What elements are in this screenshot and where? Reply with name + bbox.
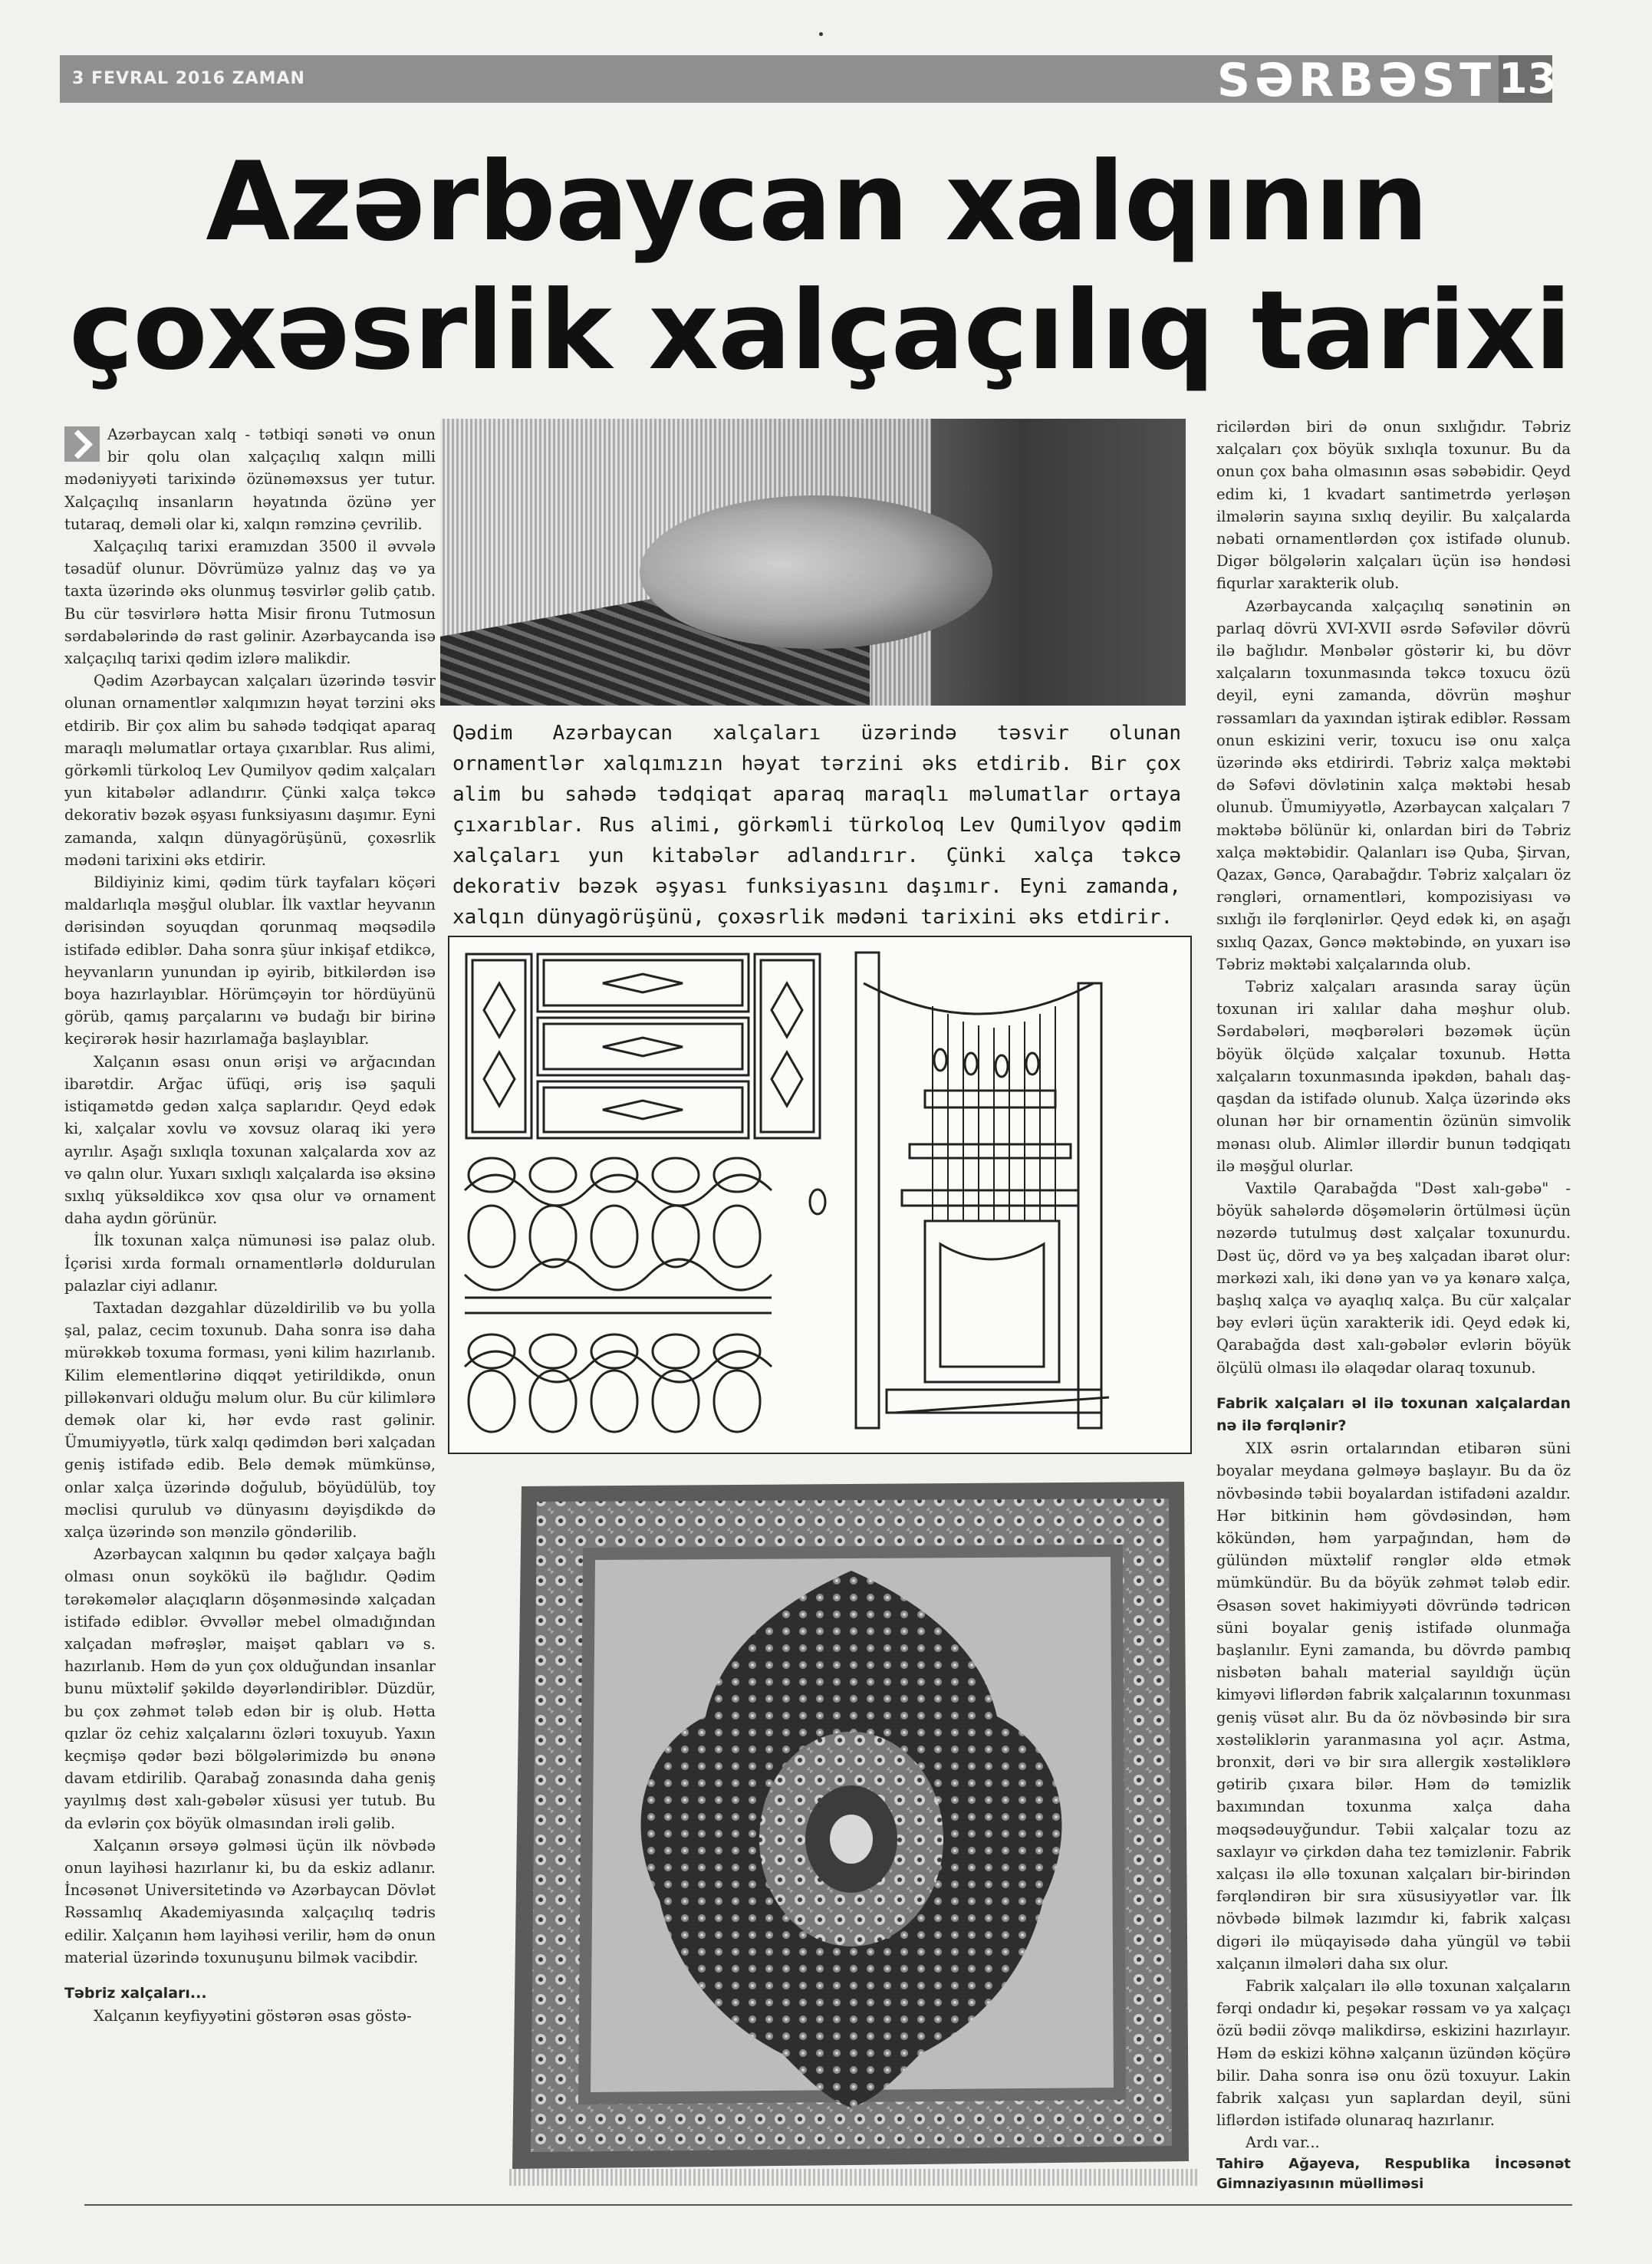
carpet-image [491, 1471, 1215, 2187]
page-number: 13 [1499, 54, 1557, 103]
body-paragraph: Vaxtilə Qarabağda "Dəst xalı-gəbə" - böyük sahələrdə döşəmələrin örtülməsi üçün nəzərdə tutulmuş dəst xalçalar toxunurdu. Dəst üç, dörd və ya beş xalçadan ibarət olur: mərkəzi xalı, iki dənə yan və ya kənarə xalça, başlıq xalça və ayaqlıq xalça. Bu cür xalçalar bəy evləri üçün xarakterik idi. Qeyd edək ki, Qarabağda dəst xalı-gəbələr evlərin böyük ölçülü olması ilə əlaqədar olaraq toxunub. [1216, 1179, 1571, 1377]
body-paragraph: XIX əsrin ortalarından etibarən süni boyalar meydana gəlməyə başlayır. Bu da öz növbəsində təbii boyalardan istifadəni azaldır. Hər bitkinin həm gövdəsindən, həm kökündən, həm yarpağından, həm də gülündən müxtəlif rənglər əldə etmək mümkündür. Bu da böyük zəhmət tələb edir. Əsasən sovet hakimiyyəti dövründə tədricən süni boyalar geniş istifadə olunmağa başlanılır. Eyni zamanda, bu dövrdə pambıq nisbətən bahalı material sayıldığı üçün kimyəvi liflərdən fabrik xalçalarının toxunması geniş vüsət alır. Bu da öz növbəsində bir sıra xəstəliklərin yaranmasına yol açır. Astma, bronxit, dəri və bir sıra allergik xəstəliklərə gətirib çıxara bilər. Həm də təmizlik baxımından toxunma xalça daha məqsədəuyğundur. Təbii xalçalar tozu az saxlayır və çirkdən daha tez təmizlənir. Fabrik xalçası ilə əllə toxunan xalçaları bir-birindən fərqləndirən bir sıra xüsusiyyətlər var. İlk növbədə bilmək lazımdır ki, fabrik xalçası digəri ilə müqayisədə daha yüngül və təbii xalçanın ilmələri daha sıx olur. [1216, 1440, 1571, 1973]
print-speck [819, 32, 823, 36]
subheading-tabriz: Təbriz xalçaları... [64, 1985, 207, 2002]
article-headline [69, 138, 1571, 396]
body-paragraph: Xalçanın ərsəyə gəlməsi üçün ilk növbədə onun layihəsi hazırlanır ki, bu da eskiz adlanır. İncəsənət Universitetində və Azərbaycan Dövlət Rəssamlıq Akademiyasında xalçaçılıq tədris edilir. Xalçanın həm layihəsi verilir, həm də onun material üzərində toxunuşunu bilmək vacibdir. [64, 1836, 436, 1966]
subheading-factory: Fabrik xalçaları əl ilə toxunan xalçalardan nə ilə fərqlənir? [1216, 1394, 1571, 1434]
body-paragraph: Fabrik xalçaları ilə əllə toxunan xalçaların fərqi ondadır ki, peşəkar rəssam və ya xalçaçı özü bədii zövqə malikdirsə, eskizini hazırlayır. Həm də eskizi köhnə xalçanın üzündən köçürə bilir. Daha sonra isə onu özü toxuyur. Lakin fabrik xalçası yun saplardan deyil, süni liflərdən istifadə olunaraq hazırlanır. [1216, 1977, 1571, 2130]
body-paragraph: ricilərdən biri də onun sıxlığıdır. Təbriz xalçaları çox böyük sıxlıqla toxunur. Bu da onun çox baha olmasının əsas səbəbidir. Qeyd edim ki, 1 kvadart santimetrdə yerləşən ilmələrin sayına sıxlıq deyilir. Bu xalçalarda nəbati ornamentlərdən çox istifadə olunub. Digər bölgələrin xalçaları üçün isə həndəsi fiqurlar xarakterik olub. [1216, 418, 1571, 593]
body-paragraph: Xalçanın keyfiyyətini göstərən əsas göstə- [94, 2007, 412, 2025]
body-paragraph: Taxtadan dəzgahlar düzəldirilib və bu yolla şal, palaz, cecim toxunub. Daha sonra isə daha mürəkkəb toxuma forması, yəni kilim hazırlanıb. Kilim elementlərinə diqqət yetirildikdə, onun pilləkənvari olduğu məlum olur. Bu cür kilimlərə demək olar ki, hər evdə rast gəlinir. Ümumiyyətlə, türk xalqı qədimdən bəri xalçadan geniş istifadə edib. Belə demək mümkünsə, onlar xalça üzərində doğulub, böyüdülüb, toy məclisi qurulub və dünyasını dəyişdikdə də xalça üzərində son mənzilə göndərilib. [64, 1298, 436, 1541]
body-paragraph: Qədim Azərbaycan xalçaları üzərində təsvir olunan ornamentlər xalqımızın həyat tərzini əks etdirib. Bir çox alim bu sahədə tədqiqat aparaq maraqlı məlumatlar ortaya çıxarıblar. Rus alimi, görkəmli türkoloq Lev Qumilyov qədim xalçaları yun kitabələr adlandırır. Çünki xalça təkcə dekorativ bəzək əşyası funksiyasını daşımır. Eyni zamanda, xalqın dünyagörüşünü, çoxəsrlik mədəni tarixini əks etdirir. [64, 672, 436, 869]
section-name: SƏRBƏST [1216, 54, 1496, 107]
body-paragraph: Xalçanın əsası onun ərişi və arğacından ibarətdir. Arğac üfüqi, əriş isə şaquli istiqamətdə gedən xalça saplarıdır. Qeyd edək ki, xalçalar xovlu və xovsuz olaraq iki yerə ayrılır. Aşağı sıxlıqla toxunan xalçalarda xov az və qalın olur. Yuxarı sıxlıqlı xalçalarda isə əksinə sıxlıq yüksəldikcə xov qısa olur və ornament daha aydın görünür. [64, 1052, 436, 1228]
carpet-set-sketch [466, 954, 820, 1138]
photo-caption: Qədim Azərbaycan xalçaları üzərində təsvir olunan ornamentlər xalqımızın həyat tərzini əks etdirib. Bir çox alim bu sahədə tədqiqat aparaq maraqlı məlumatlar ortaya çıxarıblar. Rus alimi, görkəmli türkoloq Lev Qumilyov qədim xalçaları yun kitabələr adlandırır. Çünki xalça təkcə dekorativ bəzək əşyası funksiyasını daşımır. Eyni zamanda, xalqın dünyagörüşünü, çoxəsrlik mədəni tarixini əks etdirir. [452, 722, 1181, 929]
body-paragraph: Bildiyiniz kimi, qədim türk tayfaları köçəri maldarlıqla məşğul olublar. İlk vaxtlar heyvanın dərisindən soyuqdan qorunmaq məqsədilə istifadə ediblər. Daha sonra şüur inkişaf etdikcə, heyvanların yunundan ip əyirib, bitkilərdən isə boya hazırlayıblar. Hörümçəyin tor hördüyünü görüb, qamış parçalarını və budağı bir birinə keçirərək həsir hazırlamağa başlayıblar. [64, 874, 436, 1048]
weaving-photo [440, 419, 1186, 706]
author-byline: Tahirə Ağayeva, Respublika İncəsənət Gimnaziyasının müəlliməsi [1216, 2155, 1571, 2192]
continued-note: Ardı var... [1246, 2134, 1320, 2152]
issue-date: 3 FEVRAL 2016 ZAMAN [72, 69, 305, 88]
body-paragraph: Xalçaçılıq tarixi eramızdan 3500 il əvvələ təsadüf olunur. Dövrümüzə yalnız daş və ya taxta üzərində əks olunmuş təsvirlər gəlib çatıb. Bu cür təsvirlərə hətta Misir fironu Tutmosun sərdabələrində də rast gəlinir. Azərbaycanda isə xalçaçılıq tarixi qədim izlərə malikdir. [64, 538, 436, 668]
arrow-bullet-icon [64, 426, 100, 462]
knot-pattern-sketch [465, 1158, 772, 1432]
right-column [1216, 416, 1571, 2195]
headline-line-2: çoxəsrlik xalçaçılıq tarixi [69, 268, 1571, 394]
page-header-bar [60, 54, 1557, 107]
ornament-and-loom-illustration [449, 937, 1190, 1453]
weaver-hands [640, 495, 992, 649]
loom-sketch [810, 953, 1109, 1428]
tabriz-carpet-photo [491, 1471, 1215, 2187]
body-paragraph: Azərbaycanda xalçaçılıq sənətinin ən parlaq dövrü XVI-XVII əsrdə Səfəvilər dövrü ilə bağlıdır. Mənbələr göstərir ki, bu dövr xalçaların toxunmasında təkcə toxucu özü deyil, eyni zamanda, dövrün məşhur rəssamları da yaxından iştirak ediblər. Rəssam onun eskizini verir, toxucu isə onu xalça üzərində əks etdirirdi. Təbriz xalça məktəbi də Səfəvi dövlətinin xalça məktəbi hesab olunub. Ümumiyyətlə, Azərbaycan xalçaları 7 məktəbə bölünür ki, onlardan biri də Təbriz xalça məktəbidir. Qalanları isə Quba, Şirvan, Qazax, Gəncə, Qarabağdır. Təbriz xalçaları öz rəngləri, ornamentləri, kompozisiyası və sıxlığı ilə fərqlənirlər. Qeyd edək ki, ən aşağı sıxlıq Qazax, Gəncə məktəbində, ən yuxarı isə Təbriz məktəbi xalçalarında olub. [1216, 597, 1571, 973]
body-paragraph: İlk toxunan xalça nümunəsi isə palaz olub. İçərisi xırda formalı ornamentlərlə doldurulan palazlar ciyi adlanır. [64, 1232, 436, 1295]
body-paragraph: Azərbaycan xalqının bu qədər xalçaya bağlı olması onun soykökü ilə bağlıdır. Qədim tərəkəmələr alaçıqların döşənməsində xalçadan istifadə ediblər. Əvvəllər mebel olmadığından xalçadan məfrəşlər, maişət qabları və s. hazırlanıb. Həm də yun çox olduğundan insanlar bunu müxtəlif şəkildə dəyərləndiriblər. Düzdür, bu çox zəhmət tələb edən bir iş olub. Hətta qızlar öz cehiz xalçalarını özləri toxuyub. Yaxın keçmişə qədər bəzi bölgələrimizdə bu ənənə davam etdirilib. Qarabağ zonasında daha geniş yayılmış dəst xalı-gəbələr xüsusi yer tutub. Bu da evlərin çox böyük olmasından irəli gəlib. [64, 1545, 436, 1832]
lead-paragraph: Azərbaycan xalq - tətbiqi sənəti və onun bir qolu olan xalçaçılıq xalqın milli mədəniyyəti tarixində özünəməxsus yer tutur. Xalçaçılıq insanların həyatında özünə yer tutaraq, deməli olar ki, xalqın rəmzinə çevrilib. [64, 426, 436, 533]
carpet-drawings-panel [448, 936, 1192, 1454]
left-column [64, 423, 436, 2187]
footer-rule [84, 2204, 1572, 2206]
headline-line-1: Azərbaycan xalqının [206, 139, 1428, 265]
body-paragraph: Təbriz xalçaları arasında saray üçün toxunan iri xalılar daha məşhur olub. Sərdabələri, məqbərələri bəzəmək üçün böyük ölçüdə xalçalar toxunub. Hətta xalçaların toxunmasında ipəkdən, bahalı daş-qaşdan da istifadə olunub. Xalça üzərində əks olunan hər bir ornamentin özünün simvolik mənası olub. Alimlər illərdir bunun tədqiqatı ilə məşğul olurlar. [1216, 978, 1571, 1175]
